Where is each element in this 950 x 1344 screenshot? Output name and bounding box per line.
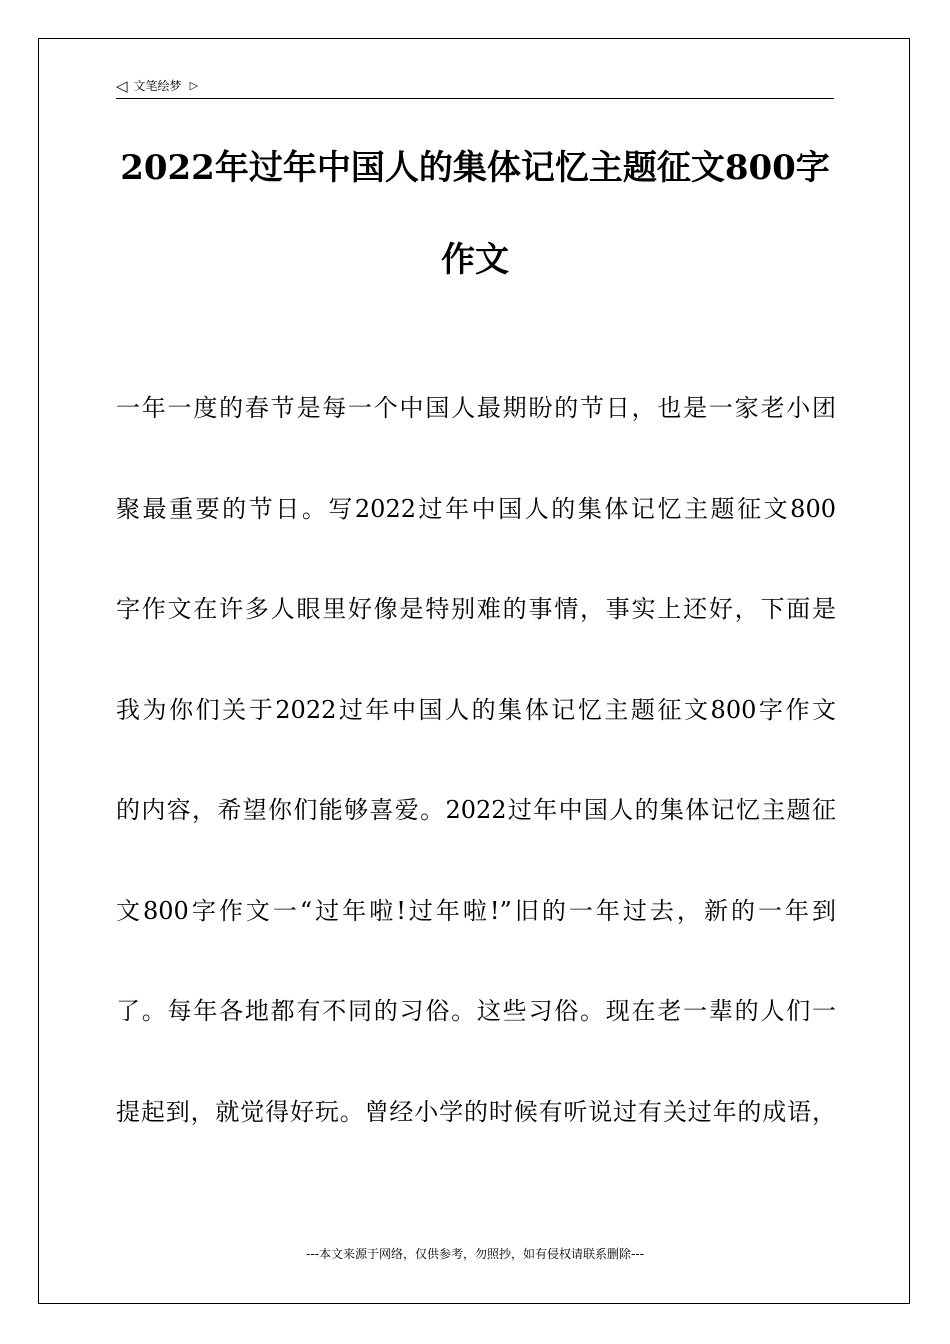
page-header <box>116 74 834 99</box>
document-title-line-1: 2022年过年中国人的集体记忆主题征文800字 <box>120 148 830 188</box>
document-body <box>116 358 836 1162</box>
body-line: 字作文在许多人眼里好像是特别难的事情，事实上还好，下面是 <box>116 595 836 623</box>
triangle-left-icon: ◁ <box>116 77 128 95</box>
body-line: 我为你们关于2022过年中国人的集体记忆主题征文800字作文 <box>116 695 836 724</box>
page-footer: ---本文来源于网络，仅供参考，勿照抄，如有侵权请联系删除--- <box>306 1247 644 1261</box>
triangle-right-icon: ▷ <box>189 79 199 92</box>
body-line: 了。每年各地都有不同的习俗。这些习俗。现在老一辈的人们一 <box>116 997 836 1025</box>
body-line: 文800字作文一“过年啦!过年啦!”旧的一年过去，新的一年到 <box>116 896 836 925</box>
header-title: 文笔绘梦 <box>133 79 182 93</box>
body-line: 提起到，就觉得好玩。曾经小学的时候有听说过有关过年的成语， <box>116 1097 836 1126</box>
body-line: 的内容，希望你们能够喜爱。2022过年中国人的集体记忆主题征 <box>116 796 836 824</box>
document-title-line-2: 作文 <box>441 240 509 280</box>
body-line: 一年一度的春节是每一个中国人最期盼的节日，也是一家老小团 <box>116 394 836 422</box>
document-title <box>100 122 850 306</box>
body-line: 聚最重要的节日。写2022过年中国人的集体记忆主题征文800 <box>116 494 836 523</box>
